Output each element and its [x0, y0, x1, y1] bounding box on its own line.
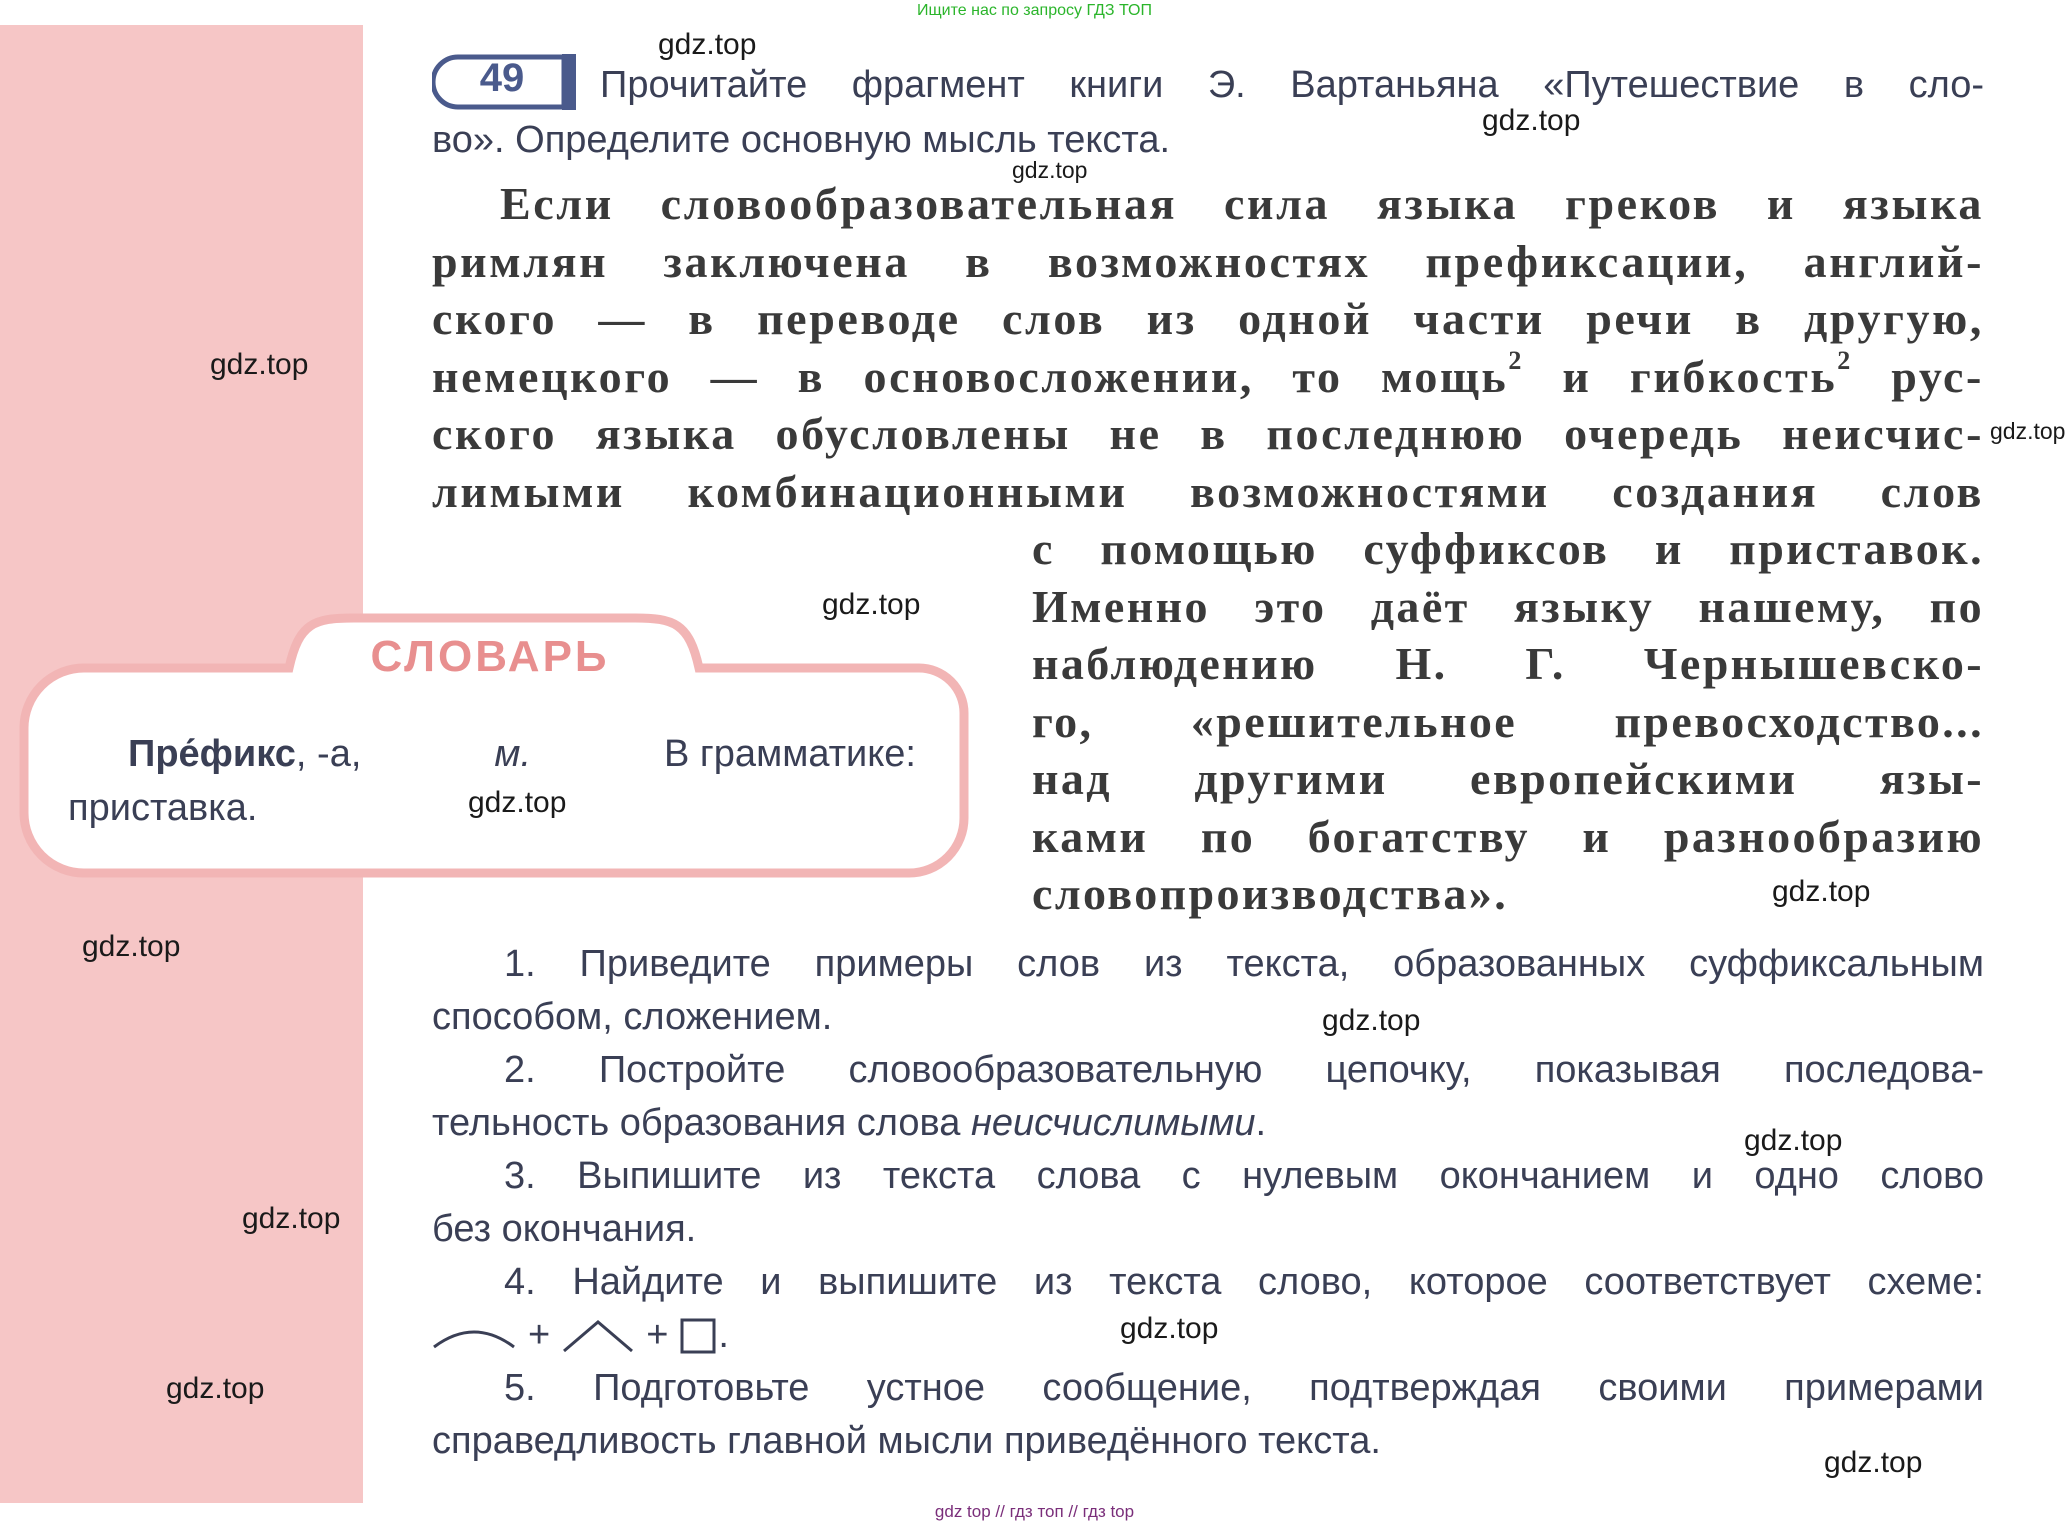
watermark: gdz.top	[822, 588, 921, 621]
main-text-continued	[1032, 520, 1984, 923]
text-line: Именно это даёт языку нашему, по	[1032, 580, 1984, 632]
task-1: 1. Приведите примеры слов из текста, образованных суффиксальным	[504, 943, 1984, 985]
task-list	[432, 938, 1984, 1468]
text-line: ского — в переводе слов из одной части речи в другую,	[432, 293, 1984, 344]
task-4: 4. Найдите и выпишите из текста слово, которое соответствует схеме:	[504, 1261, 1984, 1303]
scheme-plus: +	[646, 1314, 669, 1356]
text-line: ского языка обусловлены не в последнюю очередь неисчис-	[432, 408, 1984, 459]
footnote-mark: 2	[1508, 346, 1524, 376]
task-2: 2. Постройте словообразовательную цепочку, показывая последова-	[504, 1049, 1984, 1091]
task-2-word: неисчислимыми	[971, 1102, 1256, 1144]
dictionary-title: СЛОВАРЬ	[370, 632, 610, 681]
task-3: 3. Выпишите из текста слова с нулевым окончанием и одно слово	[504, 1155, 1984, 1197]
dictionary-gender: м.	[494, 733, 532, 775]
watermark: gdz.top	[1012, 157, 1088, 183]
exercise-instruction	[432, 58, 1984, 168]
text-line: немецкого — в основосложении, то мощь$^2$ и гибкость$^2$ рус-	[432, 346, 1984, 402]
ending-square-icon	[680, 1318, 716, 1354]
text-line: ками по богатству и разнообразию	[1032, 810, 1984, 862]
watermark: gdz.top	[1990, 418, 2066, 444]
suffix-caret-icon	[562, 1319, 634, 1353]
watermark: gdz.top	[1744, 1124, 1843, 1157]
text-line: Если словообразовательная сила языка греков и языка	[500, 178, 1984, 229]
footer-links[interactable]: gdz top // гдз топ // гдз top	[934, 1502, 1135, 1521]
watermark: gdz.top	[1482, 104, 1581, 137]
watermark: gdz.top	[210, 348, 309, 381]
watermark: gdz.top	[1824, 1446, 1923, 1479]
watermark: gdz.top	[1322, 1004, 1421, 1037]
watermark: gdz.top	[242, 1202, 341, 1235]
text-line: римлян заключена в возможностях префиксации, англий-	[432, 235, 1984, 287]
watermark: gdz.top	[82, 930, 181, 963]
task-2-cont: тельность образования слова неисчислимыми.	[432, 1102, 1267, 1144]
watermark: gdz.top	[1120, 1312, 1219, 1345]
footnote-mark: 2	[1837, 346, 1853, 376]
task-3-cont: без окончания.	[432, 1208, 697, 1250]
watermark: gdz.top	[658, 28, 757, 61]
instruction-line-2: во». Определите основную мысль текста.	[432, 119, 1171, 161]
scheme-end: .	[718, 1314, 729, 1356]
main-text	[432, 175, 1984, 520]
watermark: gdz.top	[166, 1372, 265, 1405]
task-5-cont: справедливость главной мысли приведённого текста.	[432, 1420, 1381, 1462]
dictionary-definition-start: В грамматике:	[664, 733, 916, 775]
watermark: gdz.top	[468, 786, 567, 819]
scheme-plus: +	[528, 1314, 551, 1356]
text-line: го, «решительное превосходство...	[1032, 695, 1984, 747]
dictionary-forms: , -а,	[295, 733, 362, 775]
text-line: наблюдению Н. Г. Чернышевско-	[1032, 638, 1984, 689]
root-arc-icon	[432, 1321, 516, 1351]
search-banner[interactable]: Ищите нас по запросу ГДЗ ТОП	[917, 2, 1152, 19]
instruction-line-1: Прочитайте фрагмент книги Э. Вартаньяна «Путешествие в сло-	[600, 64, 1984, 106]
text-line: словопроизводства».	[1032, 868, 1509, 919]
task-1-cont: способом, сложением.	[432, 996, 833, 1038]
text-line: лимыми комбинационными возможностями создания слов	[432, 465, 1984, 517]
text-line: с помощью суффиксов и приставок.	[1032, 523, 1984, 574]
watermark: gdz.top	[1772, 875, 1871, 908]
dictionary-definition-end: приставка.	[68, 787, 258, 829]
exercise-number: 49	[479, 56, 525, 100]
text-line: над другими европейскими язы-	[1032, 753, 1984, 804]
task-5: 5. Подготовьте устное сообщение, подтверждая своими примерами	[504, 1367, 1984, 1409]
dictionary-term: Пре́фикс	[128, 733, 296, 775]
